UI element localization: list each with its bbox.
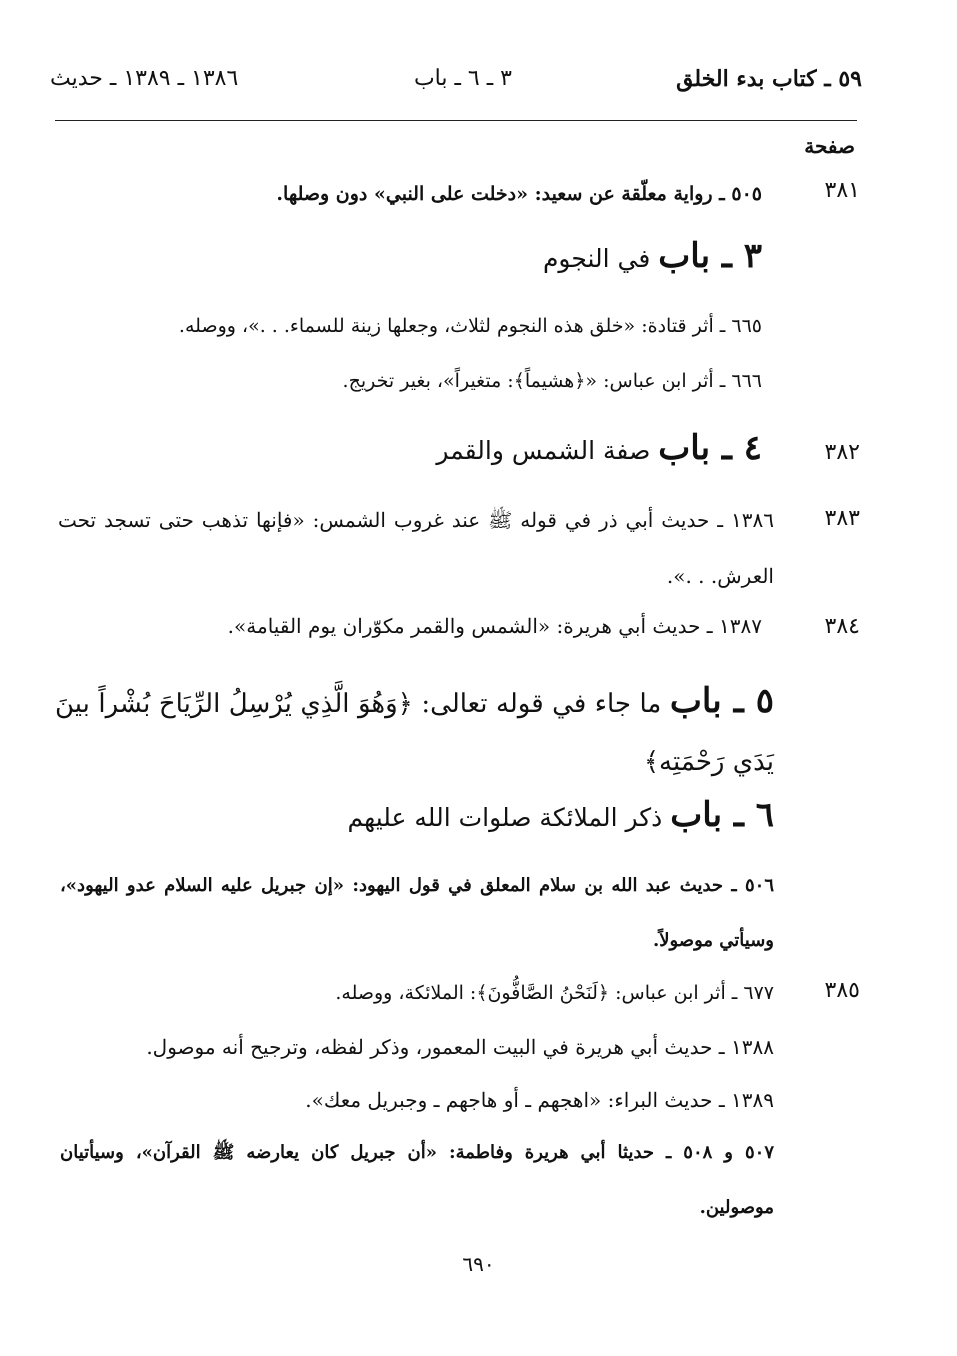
- page-number-383: ٣٨٣: [824, 506, 860, 531]
- header-book-title: ٥٩ ـ كتاب بدء الخلق: [676, 66, 862, 92]
- page-number-384: ٣٨٤: [824, 614, 860, 639]
- chapter-title: في النجوم: [542, 244, 651, 273]
- chapter-title: ما جاء في قوله تعالى: ﴿وَهُوَ الَّذِي يُرْسِلُ الرِّيَاحَ بُشْراً بينَ يَدَي رَحْمَتِه﴾: [55, 689, 774, 777]
- hadith-1388: ١٣٨٨ ـ حديث أبي هريرة في البيت المعمور، وذكر لفظه، وترجيح أنه موصول.: [146, 1035, 774, 1059]
- hadith-1386: ١٣٨٦ ـ حديث أبي ذر في قوله ﷺ عند غروب الشمس: «فإنها تذهب حتى تسجد تحت العرش. . .».: [58, 508, 774, 588]
- chapter-number: ٥ ـ باب: [669, 681, 775, 721]
- chapter-title: صفة الشمس والقمر: [436, 436, 651, 465]
- chapter-heading-3: [543, 236, 762, 276]
- page-number-385: ٣٨٥: [824, 978, 860, 1003]
- hadith-1389: ١٣٨٩ ـ حديث البراء: «اهجهم ـ أو هاجهم ـ وجبريل معك».: [305, 1088, 774, 1112]
- entry-666: ٦٦٦ ـ أثر ابن عباس: «﴿هشيماً﴾: متغيراً»، بغير تخريج.: [342, 370, 762, 392]
- hadith-1387: ١٣٨٧ ـ حديث أبي هريرة: «الشمس والقمر مكوّران يوم القيامة».: [227, 614, 762, 638]
- chapter-number: ٦ ـ باب: [670, 795, 774, 835]
- chapter-number: ٤ ـ باب: [658, 428, 762, 468]
- header-hadith-range: ١٣٨٦ ـ ١٣٨٩ ـ حديث: [50, 66, 239, 91]
- page-number-382: ٣٨٢: [824, 440, 860, 465]
- chapter-number: ٣ ـ باب: [658, 236, 762, 276]
- entry-507-508: ٥٠٧ و ٥٠٨ ـ حديثا أبي هريرة وفاطمة: «أن جبريل كان يعارضه ﷺ القرآن»، وسيأتيان موصولين.: [60, 1142, 774, 1218]
- entry-505: ٥٠٥ ـ رواية معلّقة عن سعيد: «دخلت على النبي» دون وصلها.: [276, 183, 762, 205]
- page-folio-number: ٦٩٠: [462, 1252, 495, 1276]
- header-chapter-range: ٣ ـ ٦ ـ باب: [413, 66, 512, 91]
- chapter-heading-5: [55, 672, 774, 791]
- chapter-heading-6: [348, 795, 774, 835]
- entry-665: ٦٦٥ ـ أثر قتادة: «خلق هذه النجوم لثلاث، وجعلها زينة للسماء. . .»، ووصله.: [178, 315, 762, 337]
- running-header: [50, 66, 862, 106]
- page-number-381: ٣٨١: [824, 178, 860, 203]
- chapter-heading-4: [436, 428, 762, 468]
- chapter-title: ذكر الملائكة صلوات الله عليهم: [347, 803, 663, 832]
- header-rule: [55, 120, 857, 121]
- entry-506: ٥٠٦ ـ حديث عبد الله بن سلام المعلق في قول اليهود: «إن جبريل عليه السلام عدو اليهود»، وسيأتي موصولاً.: [60, 875, 774, 951]
- entry-677: ٦٧٧ ـ أثر ابن عباس: ﴿لَنَحْنُ الصَّافُّونَ﴾: الملائكة، ووصله.: [335, 982, 774, 1004]
- page-column-label: صفحة: [804, 134, 855, 158]
